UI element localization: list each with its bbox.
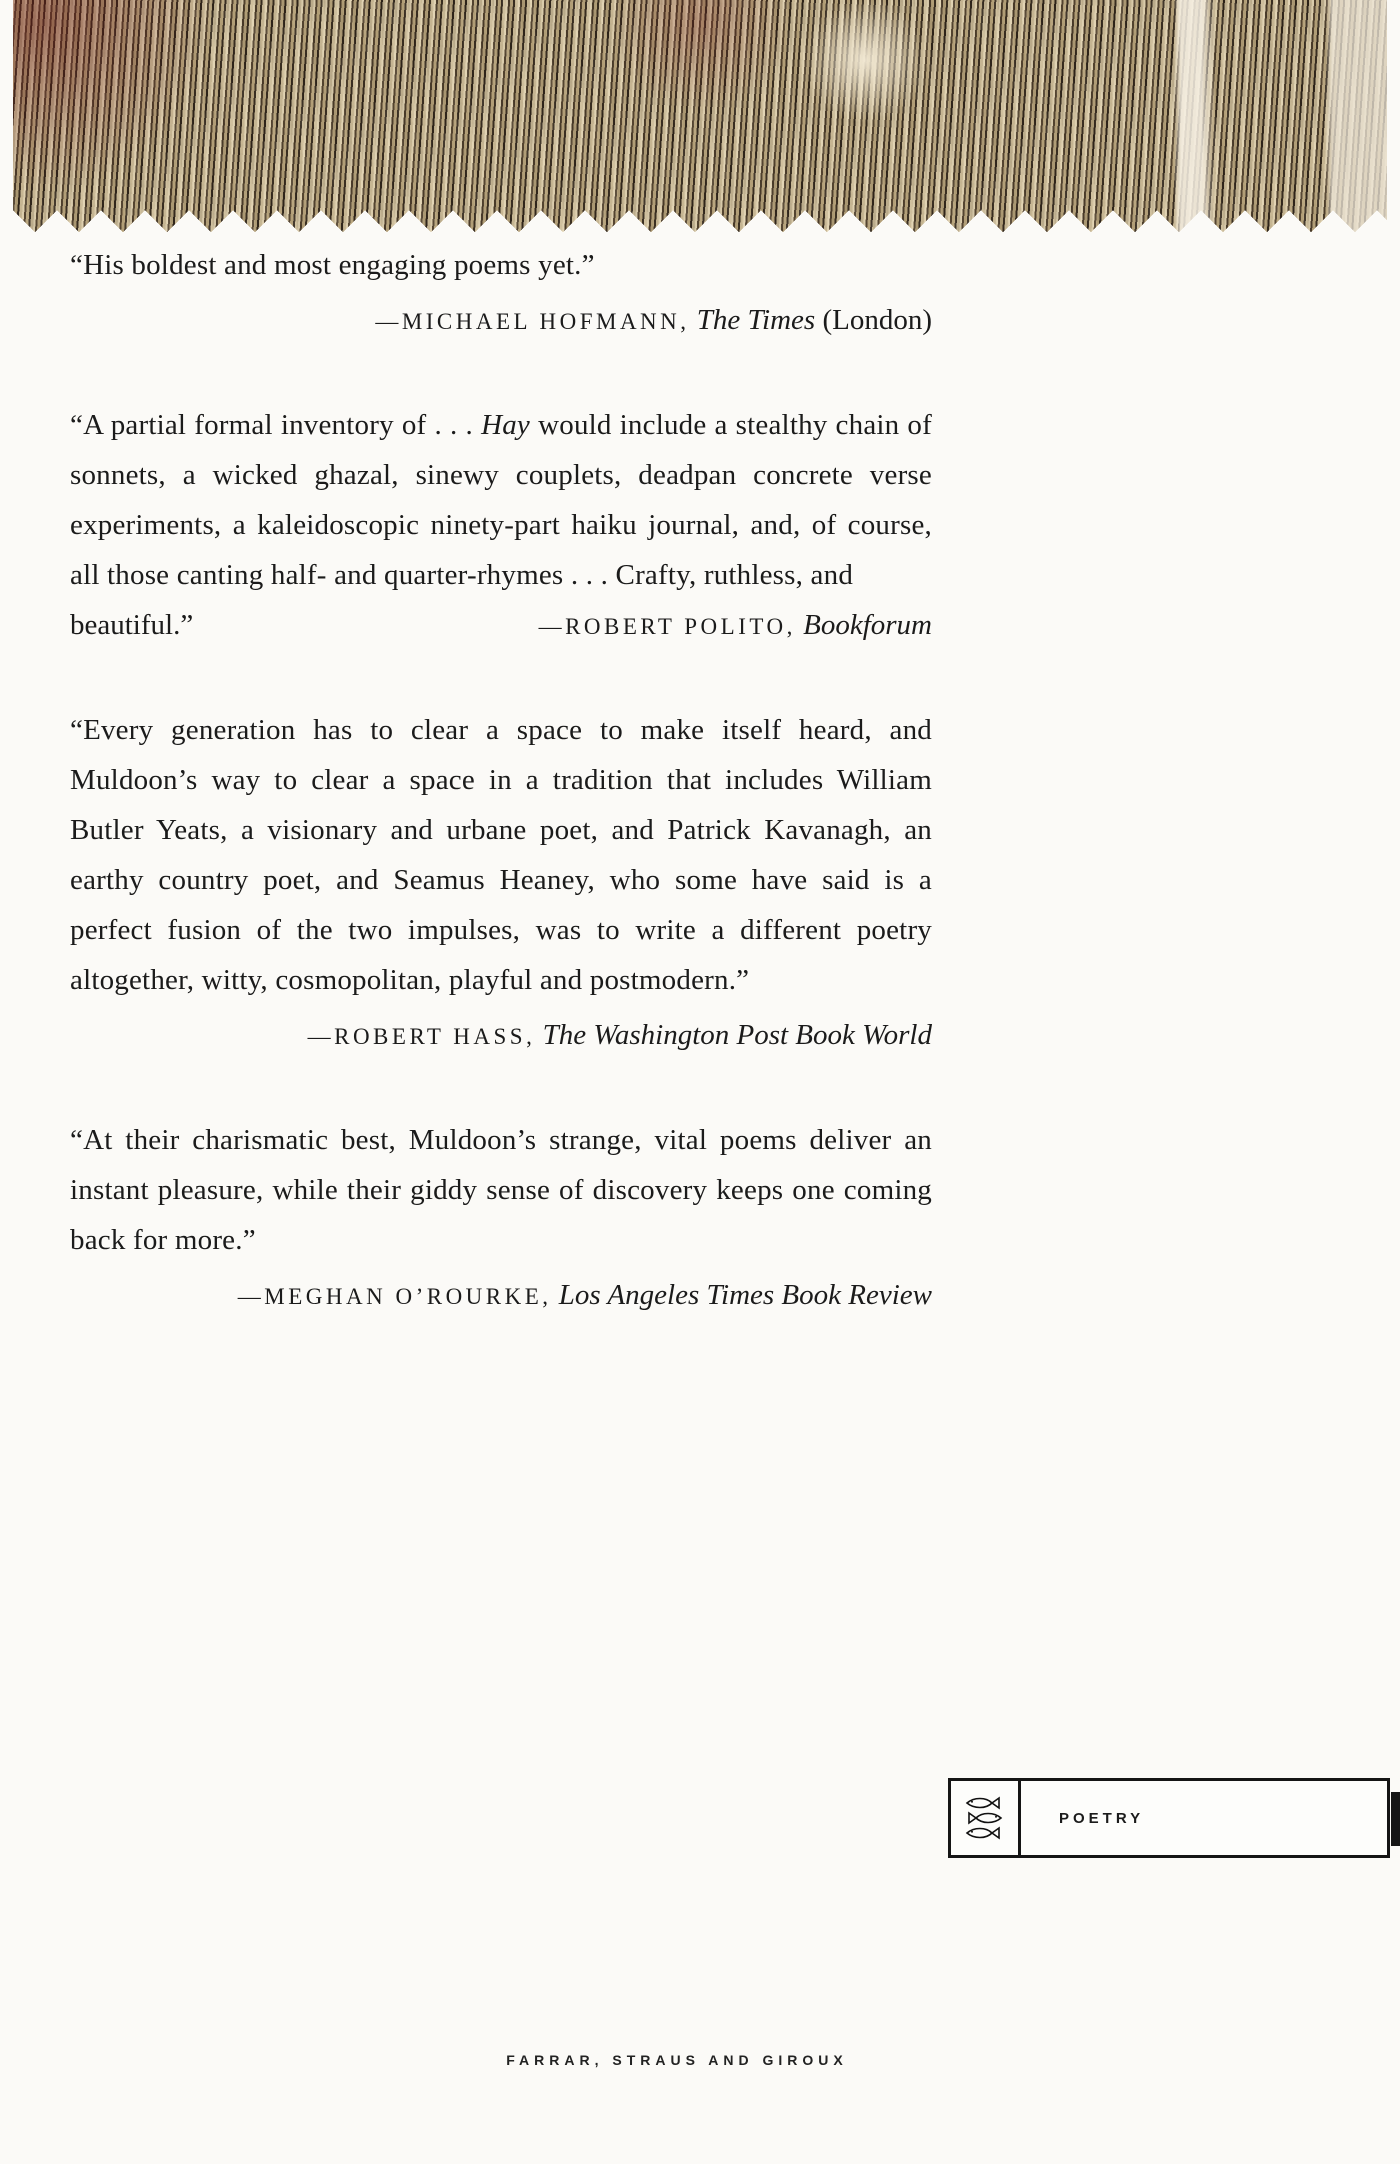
publisher-imprint: FARRAR, STRAUS AND GIROUX — [506, 2052, 848, 2068]
three-fish-icon — [965, 1795, 1005, 1841]
quote-text: “Every generation has to clear a space to make itself heard, and Muldoon’s way to clear a space in a tradition that includes William Butler Yeats, a visionary and urbane poet, and Patrick Kavanagh, an earthy country poet, and Seamus Heaney, who some have said is a perfect fusion of the two impulses, was to write a different poetry altogether, witty, cosmopolitan, playful and postmodern.” — [70, 714, 932, 996]
attribution-source: The Times — [696, 304, 816, 336]
attribution-name: —MICHAEL HOFMANN, — [375, 309, 690, 334]
attribution-source: The Washington Post Book World — [542, 1019, 932, 1051]
blurbs-column — [70, 240, 932, 1375]
attribution-tail: (London) — [822, 304, 932, 336]
quote-text: “At their charismatic best, Muldoon’s strange, vital poems deliver an instant pleasure, while their giddy sense of discovery keeps one coming back for more.” — [70, 1124, 932, 1256]
attribution — [70, 1271, 932, 1321]
quote-text: “His boldest and most engaging poems yet.” — [70, 249, 595, 281]
quote-orourke — [70, 1115, 932, 1321]
attribution-name: —ROBERT POLITO, — [538, 614, 796, 639]
attribution-source: Los Angeles Times Book Review — [558, 1279, 932, 1311]
fsg-colophon — [951, 1781, 1021, 1855]
quote-polito — [70, 400, 932, 651]
quote-last-line — [70, 600, 932, 651]
quote-hofmann — [70, 240, 932, 346]
attribution — [70, 1011, 932, 1061]
hay-photo-strip — [13, 0, 1387, 232]
quote-hass — [70, 705, 932, 1061]
attribution-source: Bookforum — [803, 609, 932, 641]
quote-last-word: beautiful.” — [70, 609, 194, 641]
attribution-name: —ROBERT HASS, — [307, 1024, 536, 1049]
category-label: POETRY — [1059, 1809, 1145, 1827]
quote-segment: would include a stealthy chain of sonnets, a wicked ghazal, sinewy couplets, deadpan concrete verse experiments, a kaleidoscopic ninety-part haiku journal, and, of course, all those canting half- and quarter-rhymes . . . Crafty, ruthless, and — [70, 409, 932, 591]
category-box — [948, 1778, 1390, 1858]
quote-text — [70, 400, 932, 600]
book-title: Hay — [481, 409, 531, 441]
page-edge-mark — [1391, 1792, 1400, 1846]
attribution-name: —MEGHAN O’ROURKE, — [237, 1284, 552, 1309]
attribution — [70, 296, 932, 346]
attribution — [539, 601, 932, 651]
quote-segment: “A partial formal inventory of . . . — [70, 409, 482, 441]
